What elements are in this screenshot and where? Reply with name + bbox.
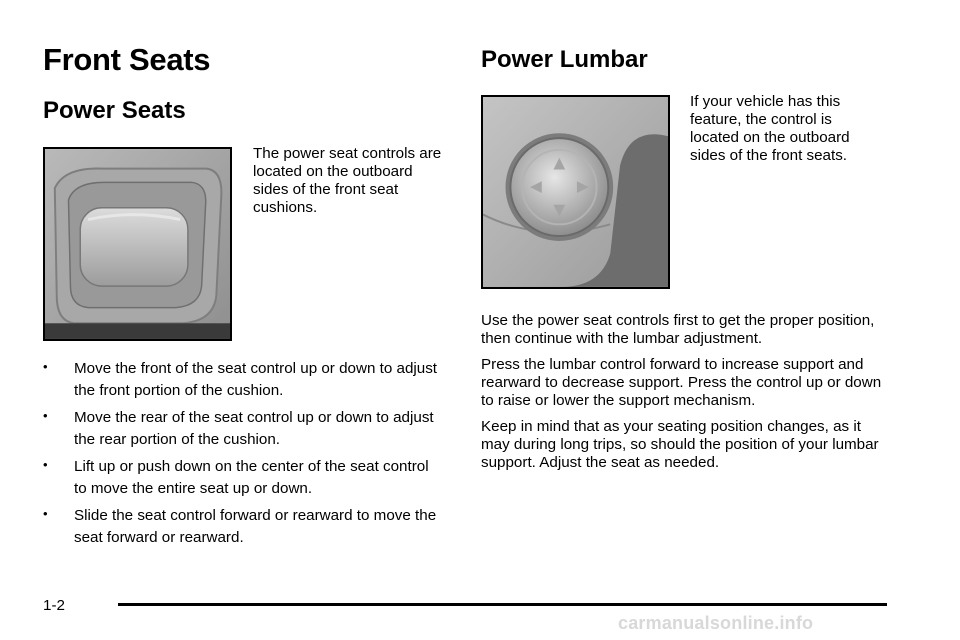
list-item xyxy=(43,505,443,549)
bullet-icon: • xyxy=(43,408,48,423)
power-lumbar-intro: If your vehicle has this feature, the control is located on the outboard sides of the front seats. xyxy=(690,93,850,164)
list-item xyxy=(43,358,443,402)
lumbar-control-photo xyxy=(481,95,670,289)
list-item-text: Slide the seat control forward or rearward to move the seat forward or rearward. xyxy=(74,507,437,546)
page-number: 1-2 xyxy=(43,597,65,614)
lumbar-paragraph: Keep in mind that as your seating position changes, as it may during long trips, so should the position of your lumbar support. Adjust the seat as needed. xyxy=(481,418,879,471)
list-item xyxy=(43,407,443,451)
bullet-icon: • xyxy=(43,506,48,521)
lumbar-paragraph: Use the power seat controls first to get the proper position, then continue with the lumbar adjustment. xyxy=(481,312,875,347)
list-item-text: Lift up or push down on the center of the seat control to move the entire seat up or down. xyxy=(74,458,429,497)
power-lumbar-body xyxy=(481,312,891,480)
lumbar-control-illustration xyxy=(483,97,668,287)
power-seats-bullet-list xyxy=(43,358,443,554)
list-item xyxy=(43,456,443,500)
list-item-text: Move the rear of the seat control up or down to adjust the rear portion of the cushion. xyxy=(74,409,434,448)
power-lumbar-heading: Power Lumbar xyxy=(481,46,648,73)
lumbar-paragraph: Press the lumbar control forward to increase support and rearward to decrease support. Press the control up or down to raise or lower the support mechanism. xyxy=(481,356,882,409)
power-seats-intro: The power seat controls are located on the outboard sides of the front seat cushions. xyxy=(253,145,442,216)
footer-divider xyxy=(118,603,887,606)
page-title: Front Seats xyxy=(43,42,211,77)
list-item-text: Move the front of the seat control up or down to adjust the front portion of the cushion. xyxy=(74,360,438,399)
bullet-icon: • xyxy=(43,457,48,472)
power-seat-control-photo xyxy=(43,147,232,341)
power-seats-heading: Power Seats xyxy=(43,97,186,124)
bullet-icon: • xyxy=(43,359,48,374)
power-seat-control-illustration xyxy=(45,149,230,339)
watermark: carmanualsonline.info xyxy=(618,613,814,633)
